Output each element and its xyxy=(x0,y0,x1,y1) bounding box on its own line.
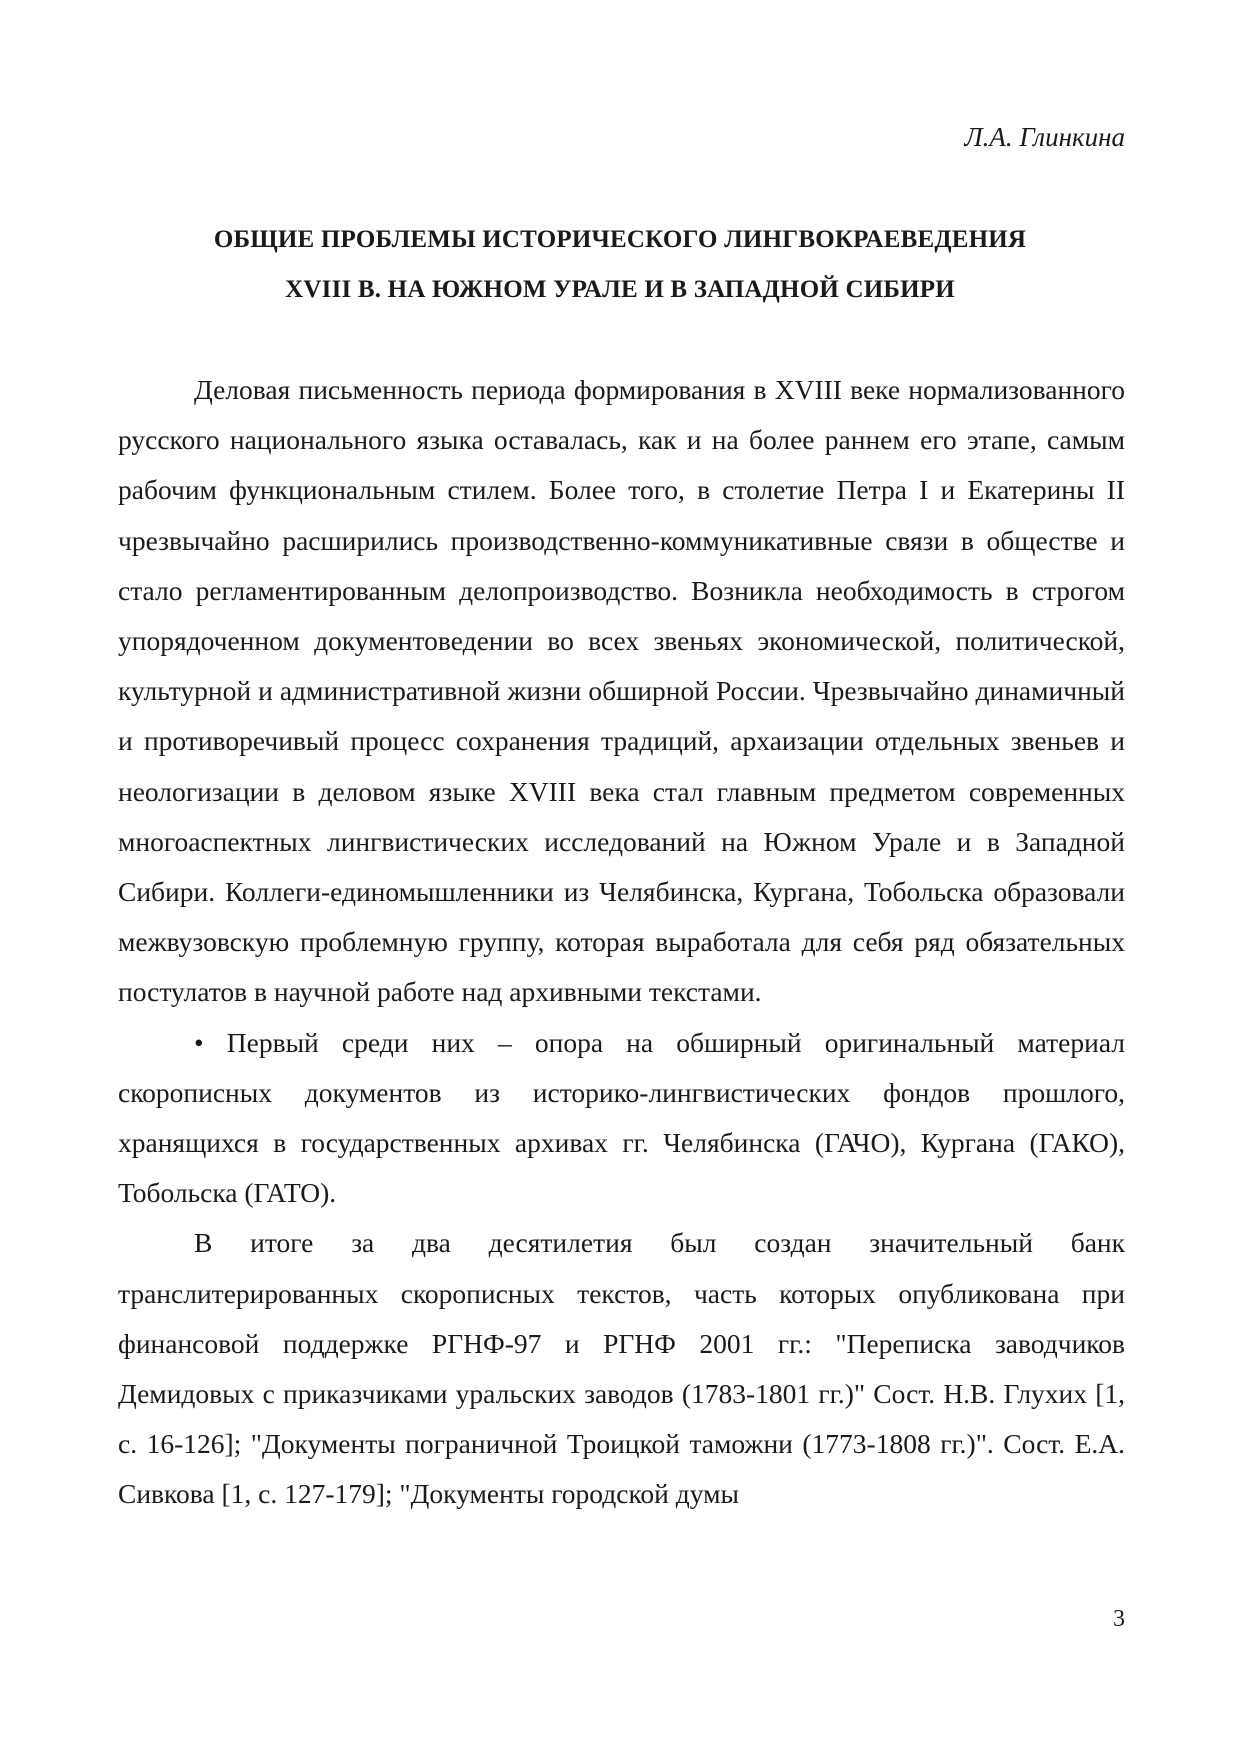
title-line-1: ОБЩИЕ ПРОБЛЕМЫ ИСТОРИЧЕСКОГО ЛИНГВОКРАЕВЕДЕНИЯ xyxy=(213,226,1027,253)
paragraph-2-bullet: • Первый среди них – опора на обширный оригинальный материал скорописных документов из историко-лингвистических фондов прошлого, хранящихся в государственных архивах гг. Челябинска (ГАЧО), Кургана (ГАКО), Тобольска (ГАТО). xyxy=(118,1026,1125,1209)
page-number: 3 xyxy=(1113,1606,1125,1632)
author-name: Л.А. Глинкина xyxy=(964,122,1125,152)
article-title xyxy=(110,215,1130,315)
paragraph-3: В итоге за два десятилетия был создан значительный банк транслитерированных скорописных текстов, часть которых опубликована при финансовой поддержке РГНФ-97 и РГНФ 2001 гг.: "Переписка заводчиков Демидовых с приказчиками уральских заводов (1783-1801 гг.)" Сост. Н.В. Глухих [1, с. 16-126]; "Документы пограничной Троицкой таможни (1773-1808 гг.)". Сост. Е.А. Сивкова [1, с. 127-179]; "Документы городской думы xyxy=(118,1227,1125,1510)
title-line-2: XVIII В. НА ЮЖНОМ УРАЛЕ И В ЗАПАДНОЙ СИБИРИ xyxy=(285,276,955,303)
article-body xyxy=(118,365,1125,1520)
paragraph-1: Деловая письменность периода формирования в XVIII веке нормализованного русского национального языка оставалась, как и на более раннем его этапе, самым рабочим функциональным стилем. Более того, в столетие Петра I и Екатерины II чрезвычайно расширились производственно-коммуникативные связи в обществе и стало регламентированным делопроизводство. Возникла необходимость в строгом упорядоченном документоведении во всех звеньях экономической, политической, культурной и административной жизни обширной России. Чрезвычайно динамичный и противоречивый процесс сохранения традиций, архаизации отдельных звеньев и неологизации в деловом языке XVIII века стал главным предметом современных многоаспектных лингвистических исследований на Южном Урале и в Западной Сибири. Коллеги-единомышленники из Челябинска, Кургана, Тобольска образовали межвузовскую проблемную группу, которая выработала для себя ряд обязательных постулатов в научной работе над архивными текстами. xyxy=(118,374,1125,1008)
